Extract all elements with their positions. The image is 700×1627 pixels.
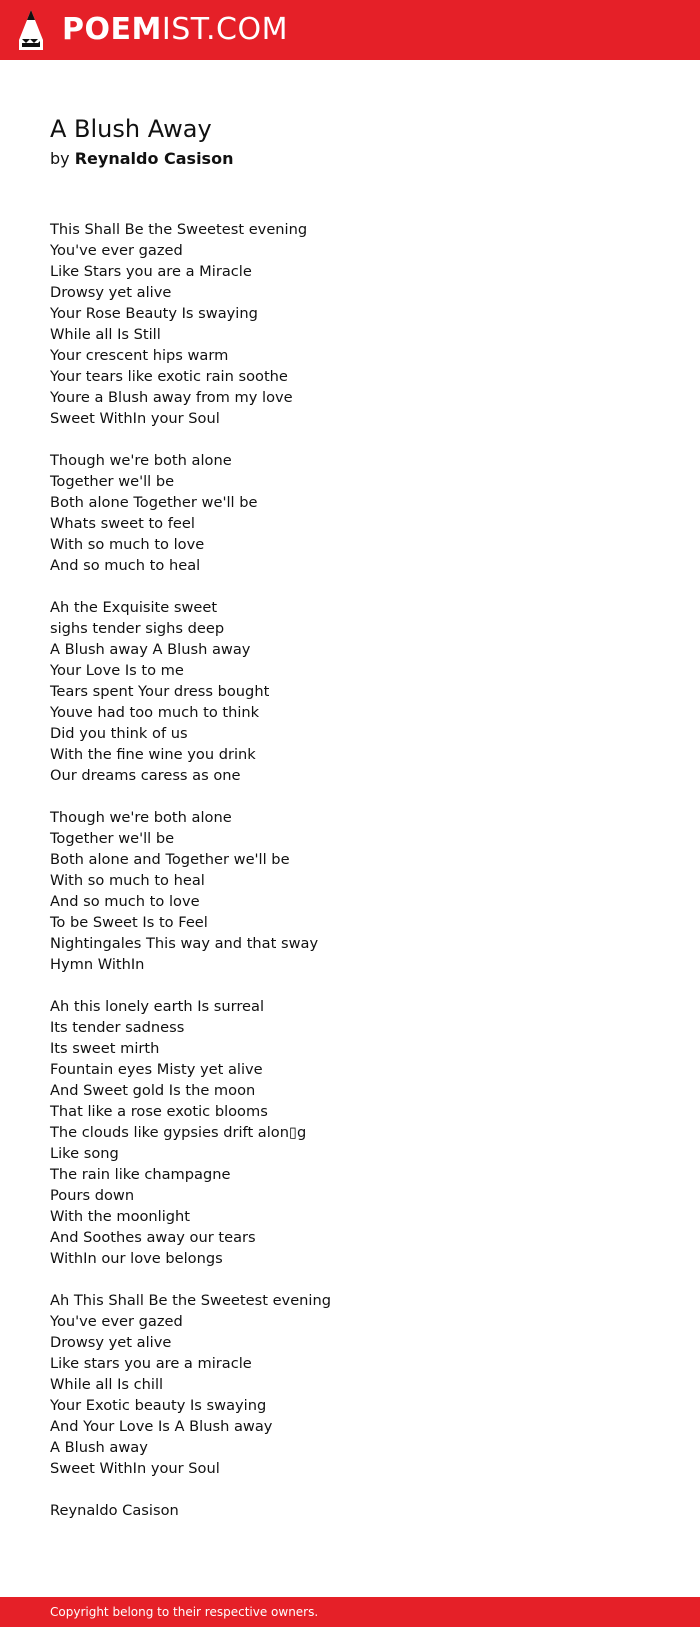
poem-line: Did you think of us xyxy=(50,725,188,742)
site-header xyxy=(0,0,700,60)
poem-line: Nightingales This way and that sway xyxy=(50,935,319,952)
poem-stanza xyxy=(50,597,670,786)
poem-line: The rain like champagne xyxy=(50,1166,231,1183)
poem-line: sighs tender sighs deep xyxy=(50,620,225,637)
poem-line: WithIn our love belongs xyxy=(50,1250,223,1267)
poem-line: And so much to heal xyxy=(50,557,201,574)
stanza-list xyxy=(50,219,670,1479)
poem-line: A Blush away xyxy=(50,1439,148,1456)
poem-line: Our dreams caress as one xyxy=(50,767,241,784)
poem-line: Drowsy yet alive xyxy=(50,1334,172,1351)
poem-line: Its sweet mirth xyxy=(50,1040,160,1057)
poem-line: And so much to love xyxy=(50,893,200,910)
poem-line: Drowsy yet alive xyxy=(50,284,172,301)
author-name: Reynaldo Casison xyxy=(74,149,234,168)
logo-text-bold: POEM xyxy=(62,12,162,47)
poem-line: That like a rose exotic blooms xyxy=(50,1103,268,1120)
site-footer xyxy=(0,1597,700,1627)
poem-body xyxy=(50,219,670,1521)
poem-line: Ah This Shall Be the Sweetest evening xyxy=(50,1292,331,1309)
poem-line: Together we'll be xyxy=(50,830,175,847)
poem-line: With the moonlight xyxy=(50,1208,191,1225)
poem-stanza xyxy=(50,1290,670,1479)
poem-line: Like song xyxy=(50,1145,119,1162)
poem-line: You've ever gazed xyxy=(50,242,183,259)
poem-line: Like Stars you are a Miracle xyxy=(50,263,252,280)
poem-line: And Sweet gold Is the moon xyxy=(50,1082,256,1099)
poem-stanza xyxy=(50,219,670,429)
poem-line: With so much to heal xyxy=(50,872,205,889)
poem-line: Its tender sadness xyxy=(50,1019,185,1036)
by-label: by xyxy=(50,149,70,168)
pencil-tip-icon[interactable] xyxy=(18,9,44,51)
poem-line: Fountain eyes Misty yet alive xyxy=(50,1061,263,1078)
poem-line: While all Is Still xyxy=(50,326,161,343)
poem-line: Sweet WithIn your Soul xyxy=(50,1460,220,1477)
poem-line: With so much to love xyxy=(50,536,205,553)
poem-stanza xyxy=(50,450,670,576)
poem-line: The clouds like gypsies drift alon▯g xyxy=(50,1124,307,1141)
poem-line: And Soothes away our tears xyxy=(50,1229,256,1246)
poem-line: Though we're both alone xyxy=(50,809,232,826)
poem-line: Your tears like exotic rain soothe xyxy=(50,368,288,385)
poem-line: Hymn WithIn xyxy=(50,956,145,973)
poem-line: You've ever gazed xyxy=(50,1313,183,1330)
poem-stanza xyxy=(50,807,670,975)
poem-line: Both alone and Together we'll be xyxy=(50,851,290,868)
poem-line: Youre a Blush away from my love xyxy=(50,389,293,406)
poem-line: Like stars you are a miracle xyxy=(50,1355,252,1372)
poem-line: Your crescent hips warm xyxy=(50,347,229,364)
poem-line: Tears spent Your dress bought xyxy=(50,683,270,700)
poem-line: Though we're both alone xyxy=(50,452,232,469)
byline xyxy=(50,148,233,170)
poem-line: Whats sweet to feel xyxy=(50,515,195,532)
poem-line: With the fine wine you drink xyxy=(50,746,256,763)
poem-line: Youve had too much to think xyxy=(50,704,260,721)
poem-stanza xyxy=(50,996,670,1269)
poem-line: Ah the Exquisite sweet xyxy=(50,599,218,616)
poem-line: And Your Love Is A Blush away xyxy=(50,1418,273,1435)
poem-line: Together we'll be xyxy=(50,473,175,490)
logo-text-light: IST.COM xyxy=(161,12,288,47)
poem-line: Ah this lonely earth Is surreal xyxy=(50,998,265,1015)
poem-title: A Blush Away xyxy=(50,115,212,143)
poem-line: Pours down xyxy=(50,1187,135,1204)
site-logo[interactable] xyxy=(62,10,288,50)
poem-line: Your Exotic beauty Is swaying xyxy=(50,1397,267,1414)
poem-line: To be Sweet Is to Feel xyxy=(50,914,208,931)
poem-signature: Reynaldo Casison xyxy=(50,1502,179,1519)
poem-line: Both alone Together we'll be xyxy=(50,494,258,511)
poem-line: Your Rose Beauty Is swaying xyxy=(50,305,258,322)
poem-line: A Blush away A Blush away xyxy=(50,641,251,658)
poem-line: While all Is chill xyxy=(50,1376,164,1393)
poem-line: Sweet WithIn your Soul xyxy=(50,410,220,427)
poem-line: This Shall Be the Sweetest evening xyxy=(50,221,308,238)
copyright-notice: Copyright belong to their respective owners. xyxy=(50,1605,319,1619)
poem-line: Your Love Is to me xyxy=(50,662,184,679)
